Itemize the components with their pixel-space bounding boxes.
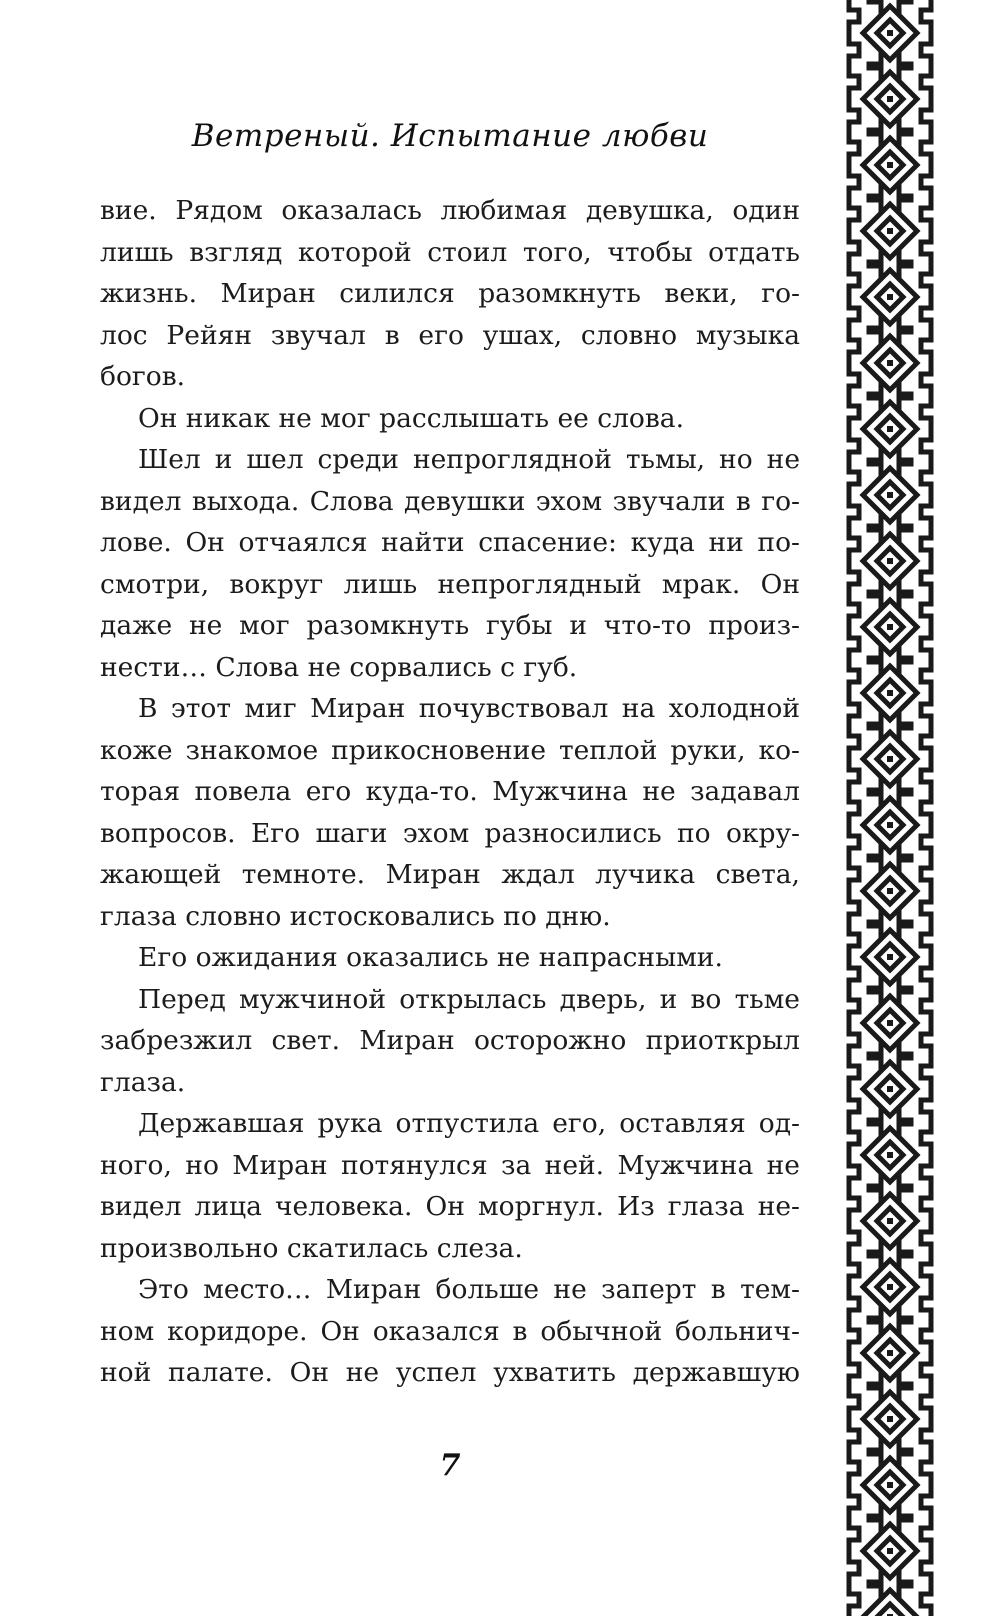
- text-line: ной палате. Он не успел ухватить державшую: [100, 1357, 800, 1388]
- text-line: видел лица человека. Он моргнул. Из глаза не-: [100, 1191, 800, 1222]
- text-line: жающей темноте. Миран ждал лучика света,: [100, 859, 800, 890]
- text-line: Перед мужчиной открылась дверь, и во тьме: [138, 983, 800, 1015]
- text-line: ного, но Миран потянулся за ней. Мужчина не: [100, 1149, 800, 1181]
- text-line: глаза.: [100, 1066, 186, 1098]
- text-line: видел выхода. Слова девушки эхом звучали в го-: [100, 485, 800, 517]
- text-line: ном коридоре. Он оказался в обычной больнич-: [100, 1315, 800, 1347]
- text-line: вопросов. Его шаги эхом разносились по окру-: [100, 817, 800, 849]
- running-header: Ветреный. Испытание любви: [191, 118, 709, 154]
- ornament-pattern-fill: [843, 0, 937, 1616]
- text-line: нести… Слова не сорвались с губ.: [100, 651, 578, 683]
- text-line: смотри, вокруг лишь непроглядный мрак. Он: [100, 568, 800, 600]
- text-line: лове. Он отчаялся найти спасение: куда ни по-: [100, 527, 800, 558]
- text-line: Шел и шел среди непроглядной тьмы, но не: [138, 444, 800, 475]
- ornamental-border: [843, 0, 937, 1616]
- text-line: Это место… Миран больше не заперт в тем-: [138, 1274, 800, 1305]
- text-line: произвольно скатилась слеза.: [100, 1232, 523, 1264]
- text-line: глаза словно истосковались по дню.: [100, 900, 611, 932]
- text-line: вие. Рядом оказалась любимая девушка, один: [100, 195, 800, 226]
- text-line: Он никак не мог расслышать ее слова.: [138, 402, 685, 434]
- text-line: лишь взгляд которой стоил того, чтобы отдать: [100, 236, 800, 268]
- text-line: богов.: [100, 361, 186, 392]
- page-number: 7: [439, 1448, 461, 1483]
- body-text: [100, 190, 800, 1394]
- text-line: лос Рейян звучал в его ушах, словно музыка: [100, 319, 800, 351]
- text-line: Державшая рука отпустила его, оставляя од-: [138, 1108, 800, 1139]
- text-line: коже знакомое прикосновение теплой руки, ко-: [100, 734, 800, 766]
- text-line: Его ожидания оказались не напрасными.: [138, 942, 723, 973]
- text-line: забрезжил свет. Миран осторожно приоткрыл: [100, 1025, 800, 1056]
- text-line: торая повела его куда-то. Мужчина не задавал: [100, 776, 800, 807]
- text-line: В этот миг Миран почувствовал на холодной: [138, 693, 800, 724]
- text-line: жизнь. Миран силился разомкнуть веки, го-: [100, 278, 800, 309]
- text-line: даже не мог разомкнуть губы и что-то произ-: [100, 610, 800, 641]
